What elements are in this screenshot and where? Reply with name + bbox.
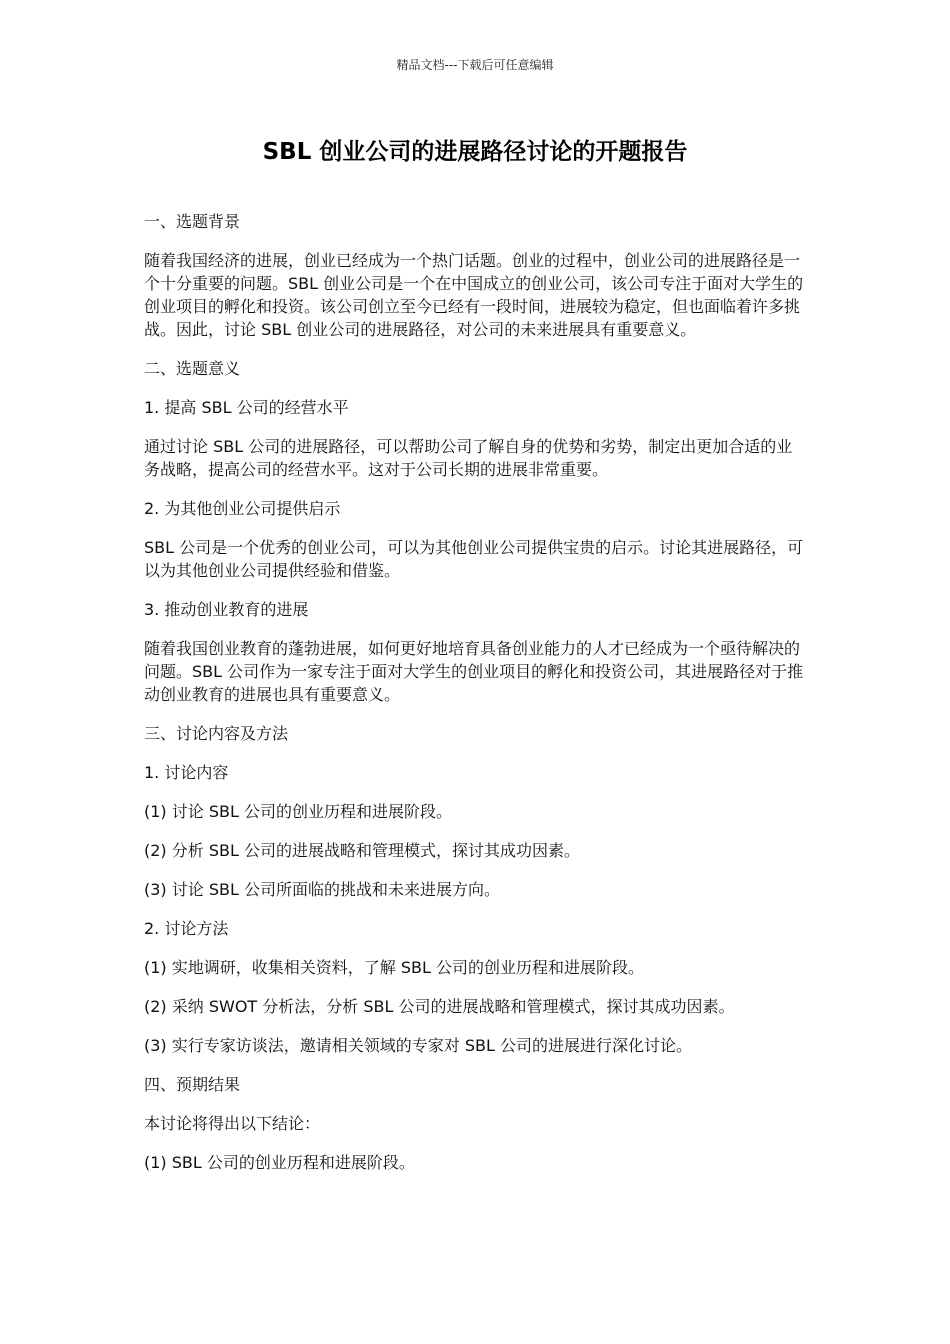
significance-paragraph-1: 通过讨论 SBL 公司的进展路径，可以帮助公司了解自身的优势和劣势，制定出更加合适的业务战略，提高公司的经营水平。这对于公司长期的进展非常重要。 xyxy=(144,437,793,479)
page-header: 精品文档---下载后可任意编辑 xyxy=(396,58,554,72)
methods-item-1: (1) 实地调研，收集相关资料，了解 SBL 公司的创业历程和进展阶段。 xyxy=(144,958,644,977)
background-paragraph: 随着我国经济的进展，创业已经成为一个热门话题。创业的过程中，创业公司的进展路径是一个十分重要的问题。SBL 创业公司是一个在中国成立的创业公司，该公司专注于面对大学生的创业项目的孵化和投资。该公司创立至今已经有一段时间，进展较为稳定，但也面临着许多挑战。因此，讨论 SBL 创业公司的进展路径，对公司的未来进展具有重要意义。 xyxy=(144,251,804,339)
significance-paragraph-3: 随着我国创业教育的蓬勃进展，如何更好地培育具备创业能力的人才已经成为一个亟待解决的问题。SBL 公司作为一家专注于面对大学生的创业项目的孵化和投资公司，其进展路径对于推动创业教育的进展也具有重要意义。 xyxy=(144,639,804,704)
results-item-1: (1) SBL 公司的创业历程和进展阶段。 xyxy=(144,1153,415,1172)
content-item-3: (3) 讨论 SBL 公司所面临的挑战和未来进展方向。 xyxy=(144,880,500,899)
significance-subheading-3: 3. 推动创业教育的进展 xyxy=(144,600,309,619)
document-body xyxy=(144,210,804,1190)
methods-subheading: 2. 讨论方法 xyxy=(144,919,229,938)
content-subheading: 1. 讨论内容 xyxy=(144,763,229,782)
methods-item-2: (2) 采纳 SWOT 分析法，分析 SBL 公司的进展战略和管理模式，探讨其成功因素。 xyxy=(144,997,735,1016)
significance-subheading-1: 1. 提高 SBL 公司的经营水平 xyxy=(144,398,349,417)
content-item-1: (1) 讨论 SBL 公司的创业历程和进展阶段。 xyxy=(144,802,452,821)
significance-subheading-2: 2. 为其他创业公司提供启示 xyxy=(144,499,341,518)
section-heading-significance: 二、选题意义 xyxy=(144,359,241,378)
section-heading-expected-results: 四、预期结果 xyxy=(144,1075,241,1094)
section-heading-background: 一、选题背景 xyxy=(144,212,241,231)
significance-paragraph-2: SBL 公司是一个优秀的创业公司，可以为其他创业公司提供宝贵的启示。讨论其进展路径，可以为其他创业公司提供经验和借鉴。 xyxy=(144,538,804,580)
results-intro: 本讨论将得出以下结论： xyxy=(144,1114,321,1133)
methods-item-3: (3) 实行专家访谈法，邀请相关领域的专家对 SBL 公司的进展进行深化讨论。 xyxy=(144,1036,692,1055)
document-title: SBL 创业公司的进展路径讨论的开题报告 xyxy=(262,139,688,165)
section-heading-content-methods: 三、讨论内容及方法 xyxy=(144,724,289,743)
content-item-2: (2) 分析 SBL 公司的进展战略和管理模式，探讨其成功因素。 xyxy=(144,841,580,860)
